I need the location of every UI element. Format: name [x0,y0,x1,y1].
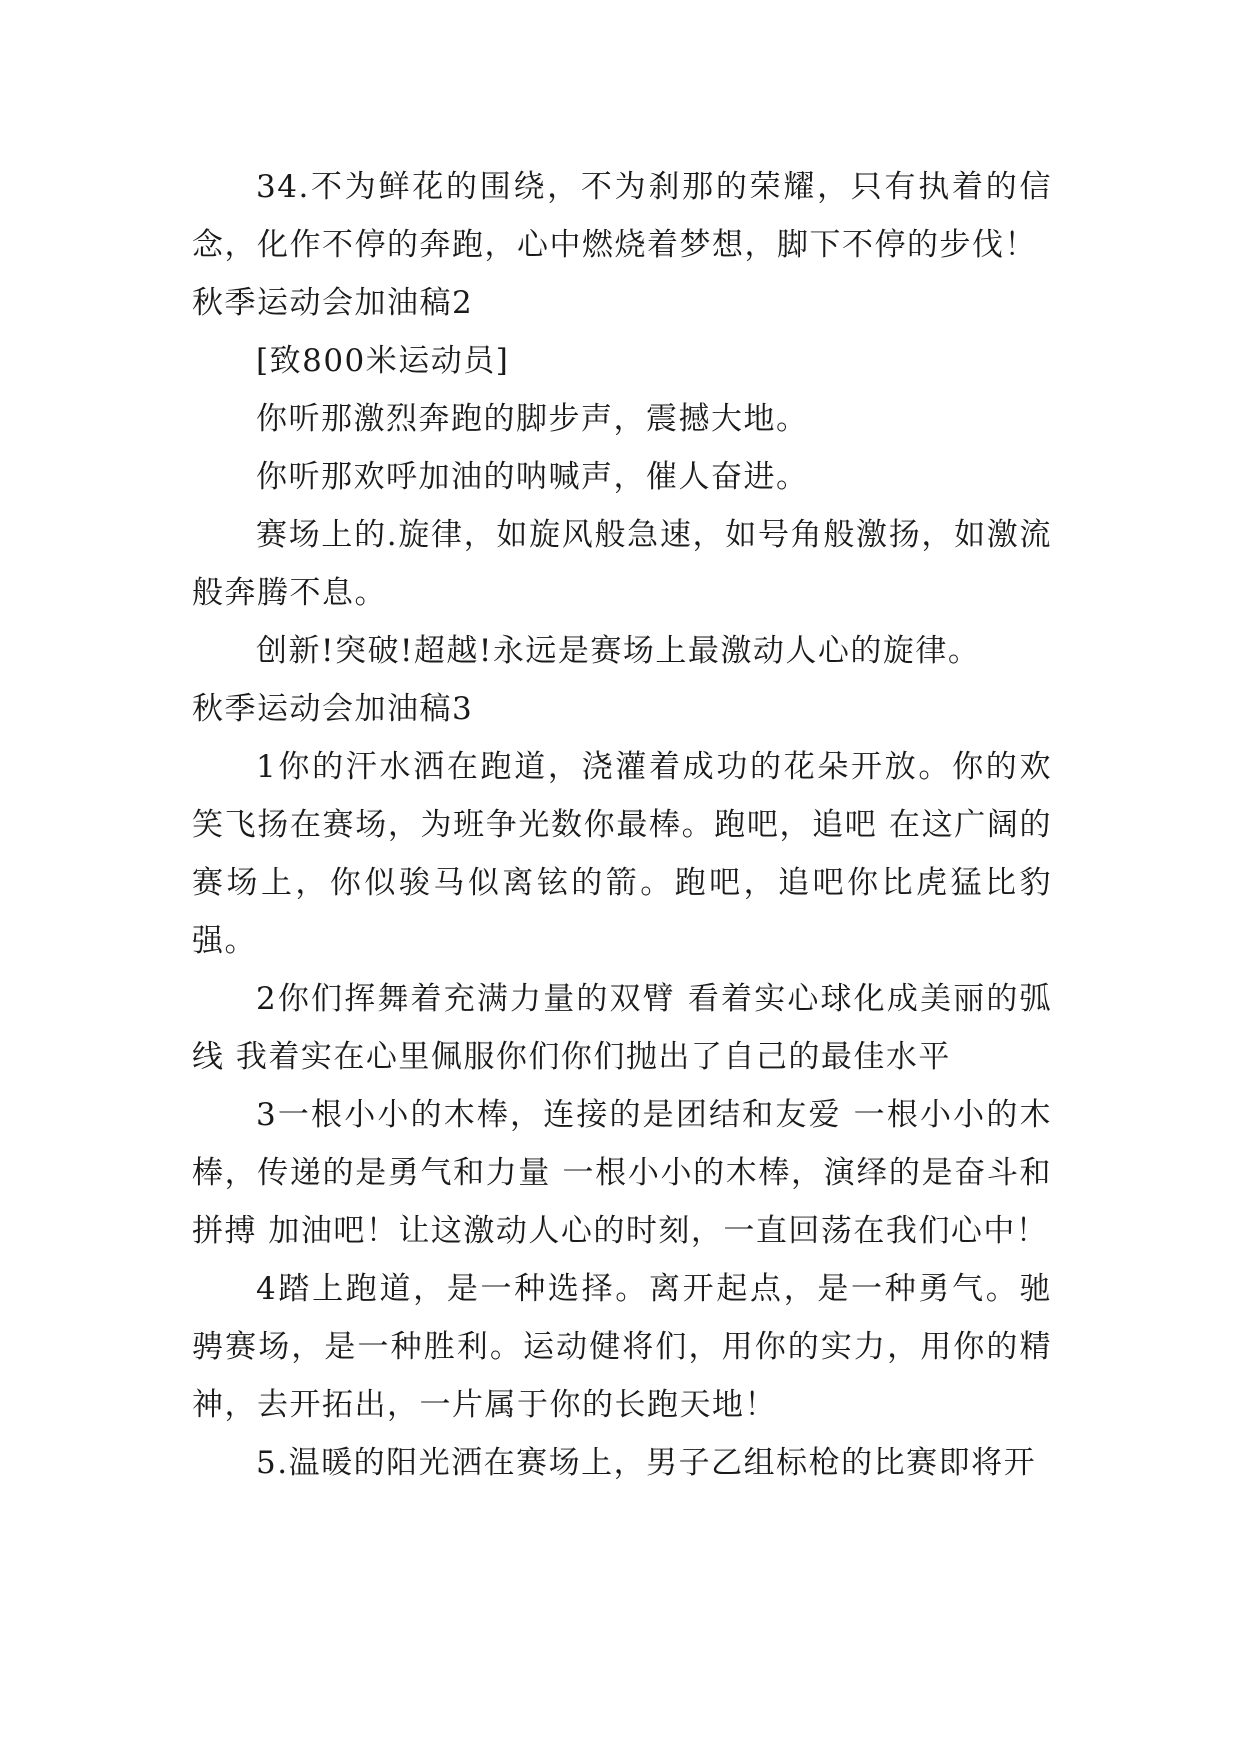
paragraph: 赛场上的.旋律，如旋风般急速，如号角般激扬，如激流般奔腾不息。 [192,517,1052,611]
paragraph-2: 2你们挥舞着充满力量的双臂 看着实心球化成美丽的弧线 我着实在心里佩服你们你们抛出了自己的最佳水平 [192,981,1052,1075]
paragraph: 创新!突破!超越!永远是赛场上最激动人心的旋律。 [256,633,981,669]
section-heading-2: 秋季运动会加油稿2 [192,285,474,321]
paragraph-1: 1你的汗水洒在跑道，浇灌着成功的花朵开放。你的欢笑飞扬在赛场，为班争光数你最棒。跑吧，追吧 在这广阔的赛场上，你似骏马似离铉的箭。跑吧，追吧你比虎猛比豹强。 [192,749,1052,959]
paragraph: 你听那欢呼加油的呐喊声，催人奋进。 [256,459,809,495]
paragraph-4: 4踏上跑道，是一种选择。离开起点，是一种勇气。驰骋赛场，是一种胜利。运动健将们，用你的实力，用你的精神，去开拓出，一片属于你的长跑天地！ [192,1271,1052,1423]
paragraph-34: 34.不为鲜花的围绕，不为刹那的荣耀，只有执着的信念，化作不停的奔跑，心中燃烧着梦想，脚下不停的步伐！ [192,169,1052,263]
paragraph-5: 5.温暖的阳光洒在赛场上，男子乙组标枪的比赛即将开 [256,1445,1037,1481]
section-subtitle: [致800米运动员] [256,343,510,379]
section-heading-3: 秋季运动会加油稿3 [192,691,474,727]
paragraph: 你听那激烈奔跑的脚步声，震撼大地。 [256,401,809,437]
document-body [192,158,1052,1492]
paragraph-3: 3一根小小的木棒，连接的是团结和友爱 一根小小的木棒，传递的是勇气和力量 一根小小的木棒，演绎的是奋斗和拼搏 加油吧！让这激动人心的时刻，一直回荡在我们心中！ [192,1097,1052,1249]
